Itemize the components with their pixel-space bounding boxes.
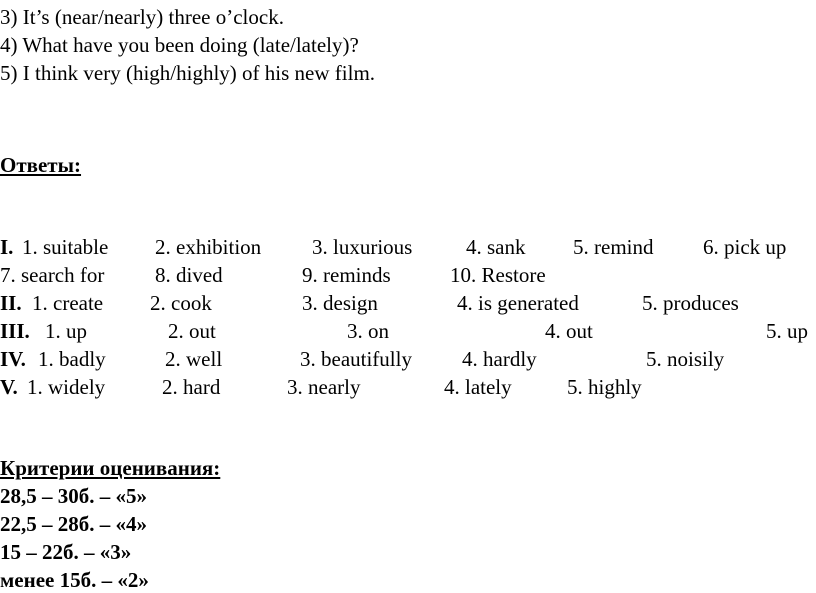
row-label: V. [0, 375, 18, 399]
answer-item: 4. is generated [457, 291, 579, 315]
exercise-line-5: 5) I think very (high/highly) of his new film. [0, 61, 376, 85]
exercise-line-3: 3) It’s (near/nearly) three o’clock. [0, 5, 284, 29]
exercise-line-4: 4) What have you been doing (late/lately)? [0, 33, 359, 57]
answer-item: 2. well [165, 347, 223, 371]
criteria-line: 28,5 – 30б. – «5» [0, 484, 147, 508]
criteria-line: менее 15б. – «2» [0, 568, 149, 592]
answer-row-3 [0, 318, 816, 344]
row-label: IV. [0, 347, 26, 371]
answer-item: 2. out [168, 319, 216, 343]
answer-item: 1. up [45, 319, 87, 343]
criteria-line: 22,5 – 28б. – «4» [0, 512, 147, 536]
answer-item: 5. remind [573, 235, 654, 259]
answer-item: 3. luxurious [312, 235, 413, 259]
answer-row-2 [0, 290, 816, 316]
answer-item: 3. on [347, 319, 389, 343]
answers-heading: Ответы: [0, 153, 82, 177]
answer-item: 6. pick up [703, 235, 787, 259]
row-label: III. [0, 319, 30, 343]
answer-item: 2. hard [162, 375, 221, 399]
answer-item: 3. beautifully [300, 347, 412, 371]
answer-item: 1. create [32, 291, 104, 315]
answer-item: 4. hardly [462, 347, 537, 371]
answer-item: 4. out [545, 319, 593, 343]
answer-item: 10. Restore [450, 263, 546, 287]
answer-item: 2. exhibition [155, 235, 262, 259]
answer-item: 5. produces [642, 291, 739, 315]
answer-item: 3. nearly [287, 375, 361, 399]
criteria-heading: Критерии оценивания: [0, 456, 221, 480]
answer-item: 1. suitable [22, 235, 109, 259]
criteria-line: 15 – 22б. – «3» [0, 540, 132, 564]
answer-item: 5. highly [567, 375, 642, 399]
row-label: II. [0, 291, 22, 315]
answer-item: 3. design [302, 291, 378, 315]
answer-item: 9. reminds [302, 263, 391, 287]
row-label: I. [0, 235, 14, 259]
answer-item: 4. sank [466, 235, 526, 259]
answer-row-5 [0, 374, 816, 400]
answer-item: 2. cook [150, 291, 212, 315]
answer-item: 4. lately [444, 375, 512, 399]
answer-item: 7. search for [0, 263, 105, 287]
answer-item: 5. up [766, 319, 808, 343]
answer-item: 1. badly [38, 347, 106, 371]
answer-row-1 [0, 234, 816, 260]
answer-row-1-continued [0, 262, 816, 288]
answer-item: 1. widely [27, 375, 106, 399]
answer-row-4 [0, 346, 816, 372]
answer-item: 8. dived [155, 263, 223, 287]
answer-item: 5. noisily [646, 347, 725, 371]
